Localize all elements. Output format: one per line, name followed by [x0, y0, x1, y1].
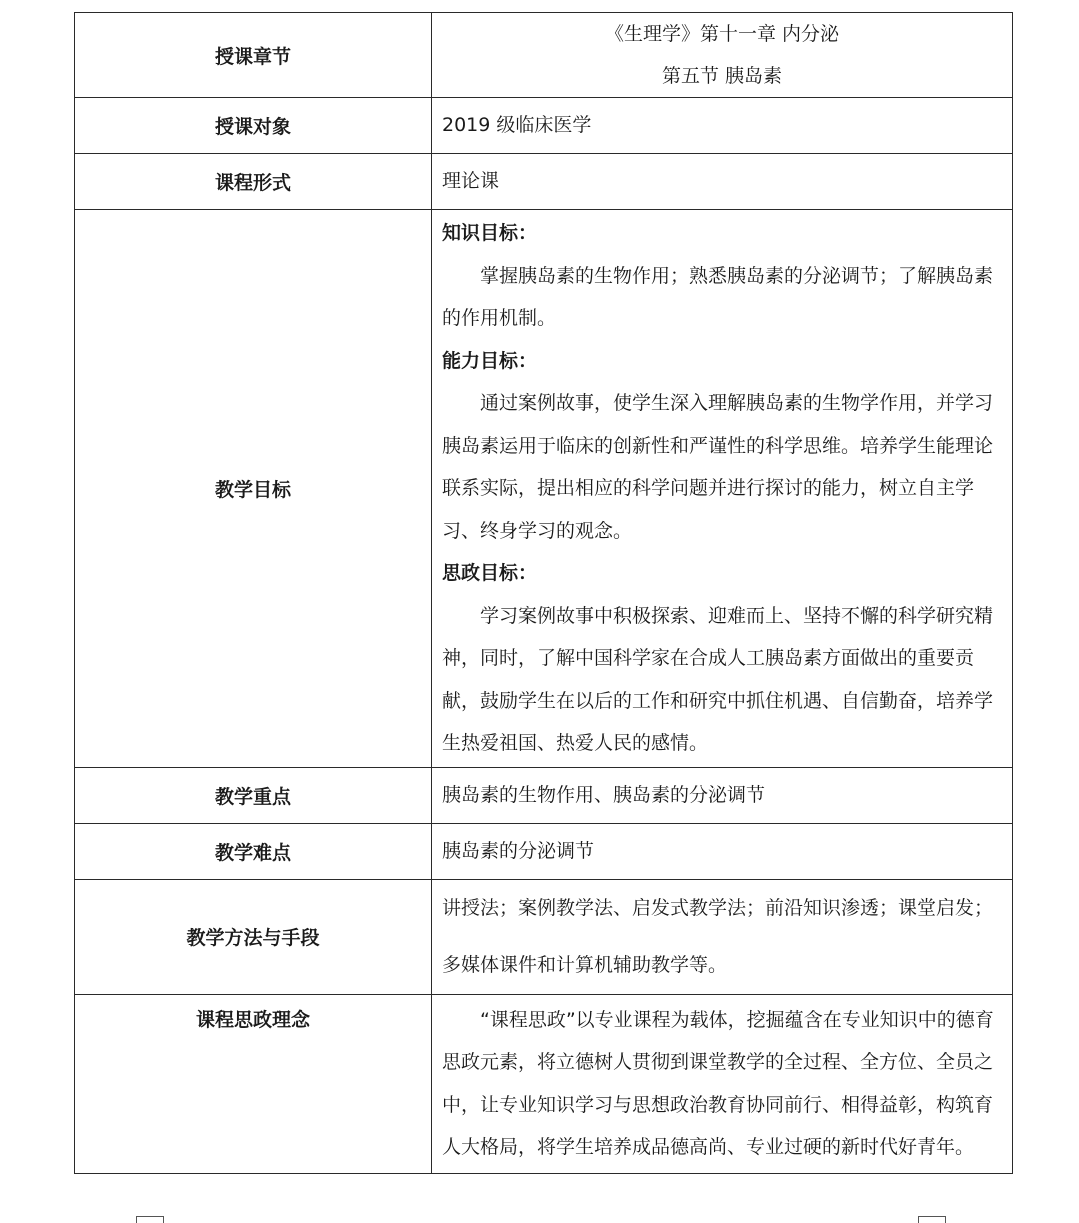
row-keypoints	[75, 767, 1013, 823]
chapter-line-2: 第五节 胰岛素	[661, 65, 783, 87]
label-goals: 教学目标	[75, 210, 432, 768]
row-format	[75, 154, 1013, 210]
value-methods: 讲授法；案例教学法、启发式教学法；前沿知识渗透；课堂启发；多媒体课件和计算机辅助教学等。	[432, 879, 1013, 994]
label-keypoints: 教学重点	[75, 767, 432, 823]
footer-mark-left	[136, 1216, 164, 1223]
ability-goal-title: 能力目标：	[442, 349, 538, 372]
value-chapter	[432, 13, 1013, 98]
row-goals	[75, 210, 1013, 768]
label-chapter: 授课章节	[75, 13, 432, 98]
row-chapter	[75, 13, 1013, 98]
footer-mark-right	[918, 1216, 946, 1223]
ideology-goal-title: 思政目标：	[442, 562, 538, 584]
lesson-plan-table	[74, 12, 1013, 1174]
label-methods: 教学方法与手段	[75, 879, 432, 994]
value-difficulties: 胰岛素的分泌调节	[432, 823, 1013, 879]
value-audience: 2019 级临床医学	[432, 98, 1013, 154]
label-difficulties: 教学难点	[75, 823, 432, 879]
label-audience: 授课对象	[75, 98, 432, 154]
value-keypoints: 胰岛素的生物作用、胰岛素的分泌调节	[432, 767, 1013, 823]
row-difficulties	[75, 823, 1013, 879]
ideology-goal-text: 学习案例故事中积极探索、迎难而上、坚持不懈的科学研究精神，同时，了解中国科学家在合成人工胰岛素方面做出的重要贡献，鼓励学生在以后的工作和研究中抓住机遇、自信勤奋，培养学生热爱祖国、热爱人民的感情。	[442, 604, 994, 754]
chapter-line-1: 《生理学》第十一章 内分泌	[604, 23, 840, 45]
label-philosophy	[75, 994, 432, 1173]
lesson-plan-sheet	[74, 12, 1013, 1174]
ability-goal-text: 通过案例故事，使学生深入理解胰岛素的生物学作用，并学习胰岛素运用于临床的创新性和严谨性的科学思维。培养学生能理论联系实际，提出相应的科学问题并进行探讨的能力，树立自主学习、终身学习的观念。	[442, 392, 994, 542]
knowledge-goal-text: 掌握胰岛素的生物作用；熟悉胰岛素的分泌调节；了解胰岛素的作用机制。	[442, 264, 994, 329]
value-format: 理论课	[432, 154, 1013, 210]
value-philosophy	[432, 994, 1013, 1173]
row-philosophy	[75, 994, 1013, 1173]
row-methods	[75, 879, 1013, 994]
knowledge-goal-title: 知识目标：	[442, 222, 538, 244]
value-goals	[432, 210, 1013, 768]
philosophy-text: “课程思政”以专业课程为载体，挖掘蕴含在专业知识中的德育思政元素，将立德树人贯彻到课堂教学的全过程、全方位、全员之中，让专业知识学习与思想政治教育协同前行、相得益彰，构筑育人大格局，将学生培养成品德高尚、专业过硬的新时代好青年。	[442, 1008, 994, 1158]
label-format: 课程形式	[75, 154, 432, 210]
philosophy-label-text: 课程思政理念	[195, 1008, 310, 1031]
row-audience	[75, 98, 1013, 154]
